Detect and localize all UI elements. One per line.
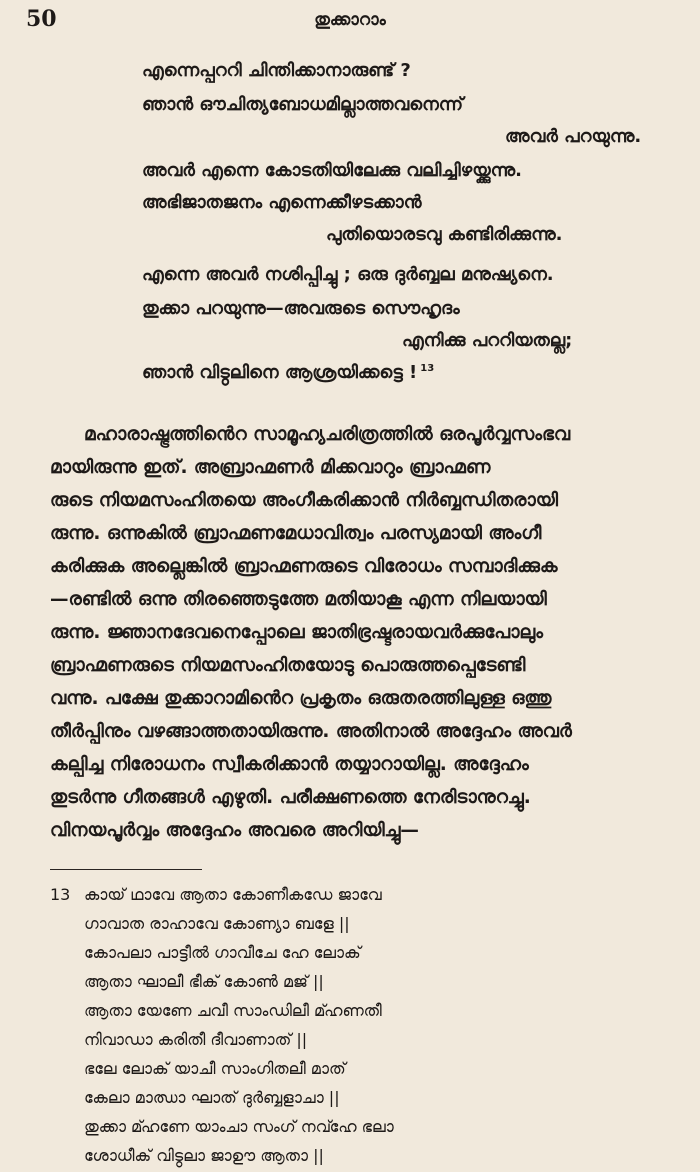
footnote-line: കായ് ഥാവേ ആതാ കോണീകഡേ ജാവേ [84,885,382,904]
footnote-line: ശോധീക് വിട്ഠലാ ജാഊ ആതാ || [84,1146,324,1165]
page-number: 50 [26,6,57,32]
footnote-line: ആതാ യേണേ ചവീ സാംഡിലീ മ്ഹണതീ [84,1001,382,1020]
paragraph-line: രുടെ നിയമസംഹിതയെ അംഗീകരിക്കാൻ നിർബ്ബന്ധിതരായി [50,490,558,511]
footnote-reference: 13 [420,363,435,374]
poem-line: ഞാൻ ഔചിത്യബോധമില്ലാത്തവനെന്ന് [142,94,464,115]
poem-line: തുക്കാ പറയുന്നു—അവരുടെ സൌഹൃദം [142,298,460,319]
footnote-number: 13 [50,885,71,904]
footnote-divider [50,869,202,870]
poem-line: അവർ പറയുന്നു. [505,126,642,147]
footnote-line: നിവാഡാ കരിതീ ദീവാണാത് || [84,1030,308,1049]
footnote-line: കേലാ മാഝാ ഘാത് ദുർബ്ബളാചാ || [84,1088,340,1107]
paragraph-line: രുന്നു. ഒന്നുകിൽ ബ്രാഹ്മണമേധാവിത്വം പരസ്യമായി അംഗീ [50,523,542,544]
paragraph-line: ബ്രാഹ്മണരുടെ നിയമസംഹിതയോടു പൊരുത്തപ്പെടേണ്ടി [50,655,526,676]
poem-line: അഭിജാതജനം എന്നെക്കീഴടക്കാൻ [142,192,422,213]
poem-line-last: ഞാൻ വിട്ഠലിനെ ആശ്രയിക്കട്ടെ ! $^{13}$ [142,362,435,383]
footnote-line: തുക്കാ മ്ഹണേ യാംചാ സംഗ് നവ്ഹേ ഭലാ [84,1117,394,1136]
paragraph-line: തീർപ്പിനും വഴങ്ങാത്തതായിരുന്നു. അതിനാൽ അദ്ദേഹം അവർ [50,721,572,742]
running-title: തുക്കാറാം [314,10,386,30]
paragraph-line: വിനയപൂർവ്വം അദ്ദേഹം അവരെ അറിയിച്ചു— [50,820,419,841]
footnote-line: ആതാ ഘാലീ ഭീക് കോൺ മജ് || [84,972,324,991]
poem-line: എന്നെപ്പററി ചിന്തിക്കാനാരുണ്ട് ? [142,60,411,81]
poem-line: എനിക്കു പററിയതല്ല; [402,330,573,351]
paragraph-line: കല്പിച്ച നിരോധനം സ്വീകരിക്കാൻ തയ്യാറായില്ല. അദ്ദേഹം [50,754,529,775]
paragraph-line: വന്നു. പക്ഷേ തുക്കാറാമിൻെറ പ്രകൃതം ഒരുതരത്തിലുള്ള ഒത്തു [50,688,552,709]
paragraph-line: രുന്നു. ജ്ഞാനദേവനെപ്പോലെ ജാതിഭ്രഷ്ടരായവർക്കുപോലും [50,622,543,643]
footnote-line: ഗാവാത രാഹാവേ കോണ്യാ ബളേ || [84,914,350,933]
paragraph-line: മഹാരാഷ്ട്രത്തിൻെറ സാമൂഹ്യചരിത്രത്തിൽ ഒരപൂർവ്വസംഭവ [84,424,571,445]
poem-line: എന്നെ അവർ നശിപ്പിച്ചു ; ഒരു ദുർബ്ബല മനുഷ്യനെ. [142,264,554,285]
paragraph-line: തുടർന്നു ഗീതങ്ങൾ എഴുതി. പരീക്ഷണത്തെ നേരിടാനുറച്ചു. [50,787,531,808]
footnote-line: ഭലേ ലോക് യാചീ സാംഗിതലീ മാത് [84,1059,346,1078]
paragraph-line: കരിക്കുക അല്ലെങ്കിൽ ബ്രാഹ്മണരുടെ വിരോധം സമ്പാദിക്കുക [50,556,558,577]
paragraph-line: മായിരുന്നു ഇത്. അബ്രാഹ്മണർ മിക്കവാറും ബ്രാഹ്മണ [50,457,491,478]
poem-line: പുതിയൊരടവു കണ്ടിരിക്കുന്നു. [326,224,563,245]
footnote-line: കോപലാ പാട്ടീൽ ഗാവീചേ ഹേ ലോക് [84,943,361,962]
paragraph-line: —രണ്ടിൽ ഒന്നു തിരഞ്ഞെടുത്തേ മതിയാകൂ എന്ന നിലയായി [50,589,547,610]
poem-line: അവർ എന്നെ കോടതിയിലേക്കു വലിച്ചിഴയ്ക്കുന്നു. [142,160,522,181]
